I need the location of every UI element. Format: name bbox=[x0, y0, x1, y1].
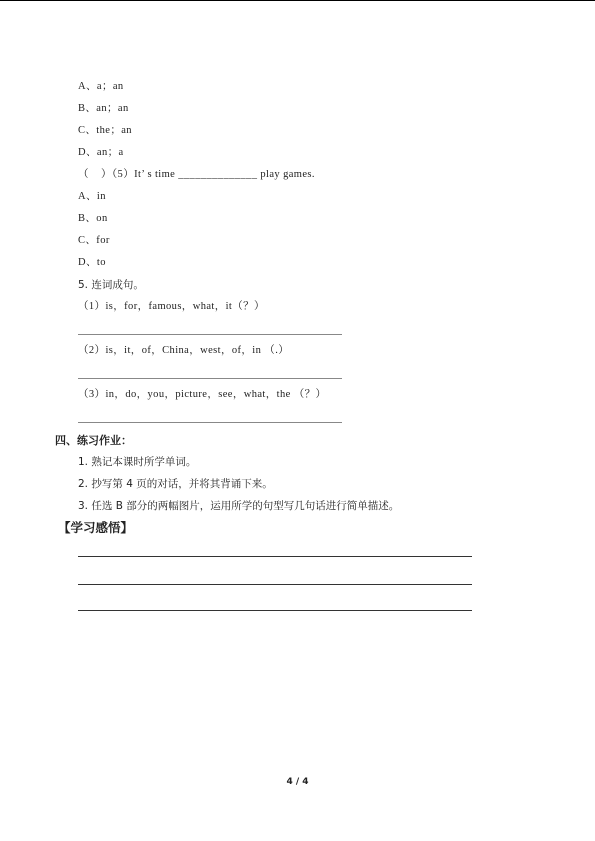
homework-item-3: 3. 任选 B 部分的两幅图片，运用所学的句型写几句话进行简单描述。 bbox=[78, 500, 400, 512]
sentence-1: （1）is，for，famous，what，it（？） bbox=[78, 301, 265, 312]
answer-line-1 bbox=[78, 334, 342, 335]
option-c-q4: C、the；an bbox=[78, 125, 132, 136]
option-a-q4: A、a；an bbox=[78, 81, 124, 92]
option-b-q4: B、an；an bbox=[78, 103, 129, 114]
reflection-line-1 bbox=[78, 556, 472, 557]
sentence-2: （2）is，it，of，China，west，of，in （.） bbox=[78, 345, 290, 356]
option-d-q4: D、an；a bbox=[78, 147, 124, 158]
homework-item-2: 2. 抄写第 4 页的对话，并将其背诵下来。 bbox=[78, 478, 273, 490]
sentence-3: （3）in，do，you，picture，see，what，the （？） bbox=[78, 389, 327, 400]
page-number: 4 / 4 bbox=[286, 777, 309, 787]
page-top-border bbox=[0, 0, 595, 1]
reflection-line-2 bbox=[78, 584, 472, 585]
option-d-q5: D、to bbox=[78, 257, 106, 268]
reflection-heading: 【学习感悟】 bbox=[58, 520, 134, 535]
option-a-q5: A、in bbox=[78, 191, 106, 202]
question-5: （ ）（5）It’ s time ______________ play games. bbox=[78, 169, 315, 180]
option-c-q5: C、for bbox=[78, 235, 110, 246]
section-5-title: 5. 连词成句。 bbox=[78, 279, 144, 291]
section-4-heading: 四、练习作业： bbox=[55, 434, 132, 447]
answer-line-2 bbox=[78, 378, 342, 379]
homework-item-1: 1. 熟记本课时所学单词。 bbox=[78, 456, 197, 468]
option-b-q5: B、on bbox=[78, 213, 108, 224]
answer-line-3 bbox=[78, 422, 342, 423]
reflection-line-3 bbox=[78, 610, 472, 611]
